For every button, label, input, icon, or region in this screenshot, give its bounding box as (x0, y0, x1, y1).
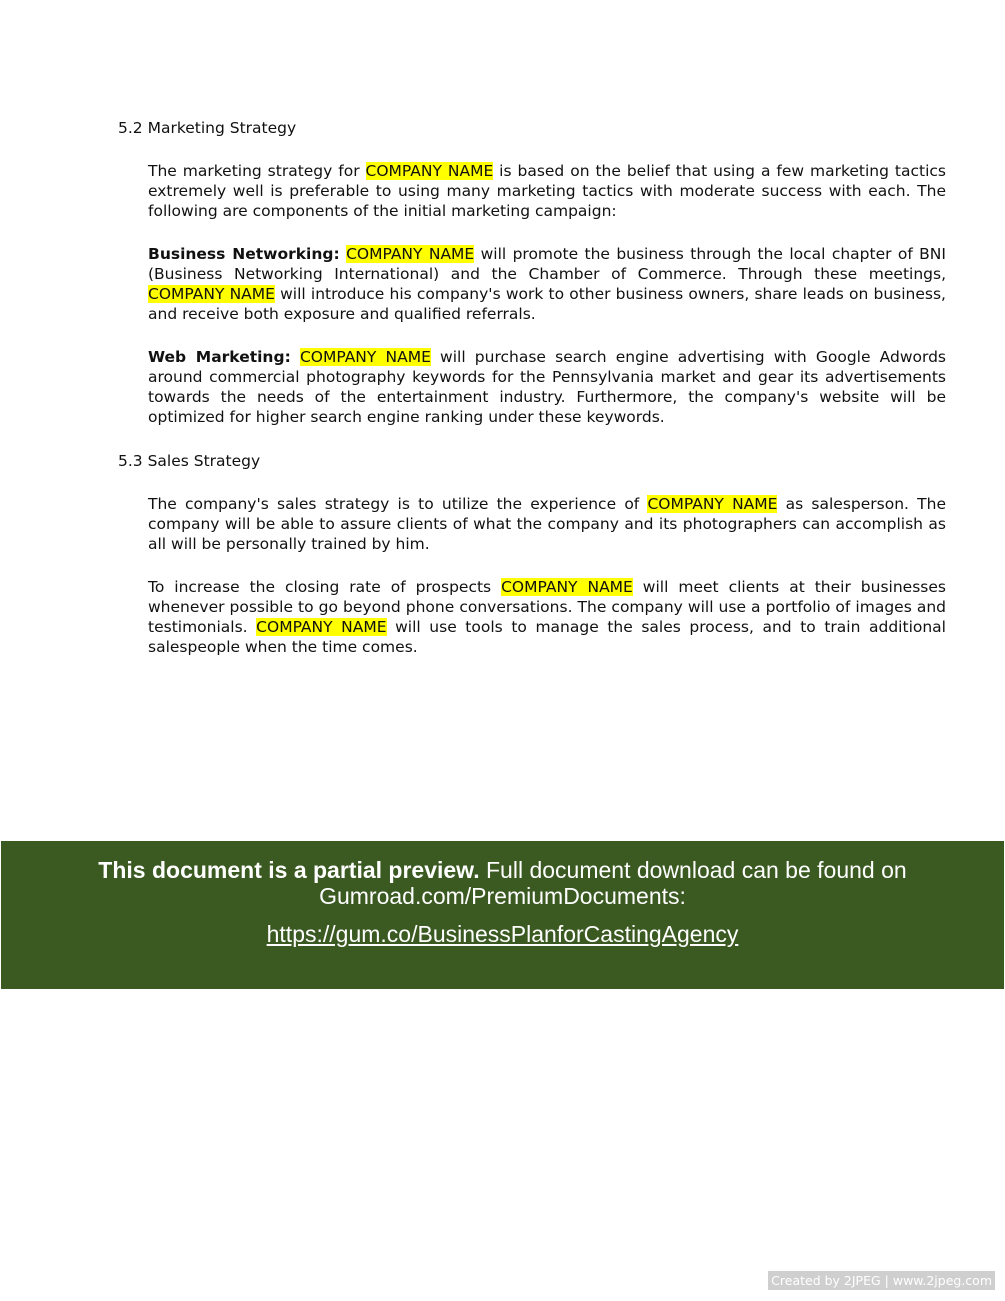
banner-line1-rest: Full document download can be found on (479, 857, 907, 883)
company-name-placeholder: COMPANY NAME (501, 578, 633, 596)
web-marketing-text: will purchase search engine advertising with Google Adwords around commercial photography keywords for the Pennsylvania market and gear its advertisements towards the needs of the entertainment industry. Furthermore, the company's website will be optimized for higher search engine ranking under these keywords. (148, 348, 947, 426)
business-networking-text-2: will introduce his company's work to other business owners, share leads on business, and receive both exposure and qualified referrals. (148, 285, 946, 323)
sales-strategy-paragraph-2 (148, 577, 946, 657)
web-marketing-label: Web Marketing: (148, 348, 291, 366)
company-name-placeholder: COMPANY NAME (647, 495, 778, 513)
marketing-intro-text-before: The marketing strategy for (148, 162, 366, 180)
sales-p2-text-middle: will meet clients at their businesses whenever possible to go beyond phone conversations. The company will use a portfolio of images and testimonials. (148, 578, 946, 636)
label-space (291, 348, 300, 366)
company-name-placeholder: COMPANY NAME (148, 285, 275, 303)
section-heading-marketing: 5.2 Marketing Strategy (118, 119, 297, 137)
marketing-intro-text-after: is based on the belief that using a few marketing tactics extremely well is preferable to using many marketing tactics with moderate success with each. The following are components of the initial marketing campaign: (148, 162, 946, 220)
company-name-placeholder: COMPANY NAME (346, 245, 475, 263)
banner-bold-text: This document is a partial preview. (98, 857, 480, 883)
sales-p2-text-after: will use tools to manage the sales process, and to train additional salespeople when the time comes. (148, 618, 946, 656)
banner-line2: Gumroad.com/PremiumDocuments: (319, 883, 686, 909)
business-networking-text-1: will promote the business through the local chapter of BNI (Business Networking International) and the Chamber of Commerce. Through these meetings, (148, 245, 946, 283)
business-networking-paragraph (148, 244, 946, 324)
watermark-label: Created by 2JPEG | www.2jpeg.com (768, 1271, 995, 1290)
banner-message (1, 857, 1004, 909)
company-name-placeholder: COMPANY NAME (299, 348, 431, 366)
document-body (118, 118, 948, 680)
section-heading-sales: 5.3 Sales Strategy (118, 452, 261, 470)
company-name-placeholder: COMPANY NAME (365, 162, 494, 180)
sales-p1-text-after: as salesperson. The company will be able to assure clients of what the company and its photographers can accomplish as all will be personally trained by him. (148, 495, 947, 553)
sales-p1-text-before: The company's sales strategy is to utilize the experience of (148, 495, 648, 513)
web-marketing-paragraph (148, 347, 946, 427)
marketing-intro-paragraph (148, 161, 946, 221)
company-name-placeholder: COMPANY NAME (256, 618, 387, 636)
download-link[interactable]: https://gum.co/BusinessPlanforCastingAgency (266, 921, 739, 947)
business-networking-label: Business Networking: (148, 245, 340, 263)
sales-p2-text-before: To increase the closing rate of prospects (148, 578, 502, 596)
sales-strategy-paragraph-1 (148, 494, 946, 554)
preview-banner (1, 841, 1004, 989)
